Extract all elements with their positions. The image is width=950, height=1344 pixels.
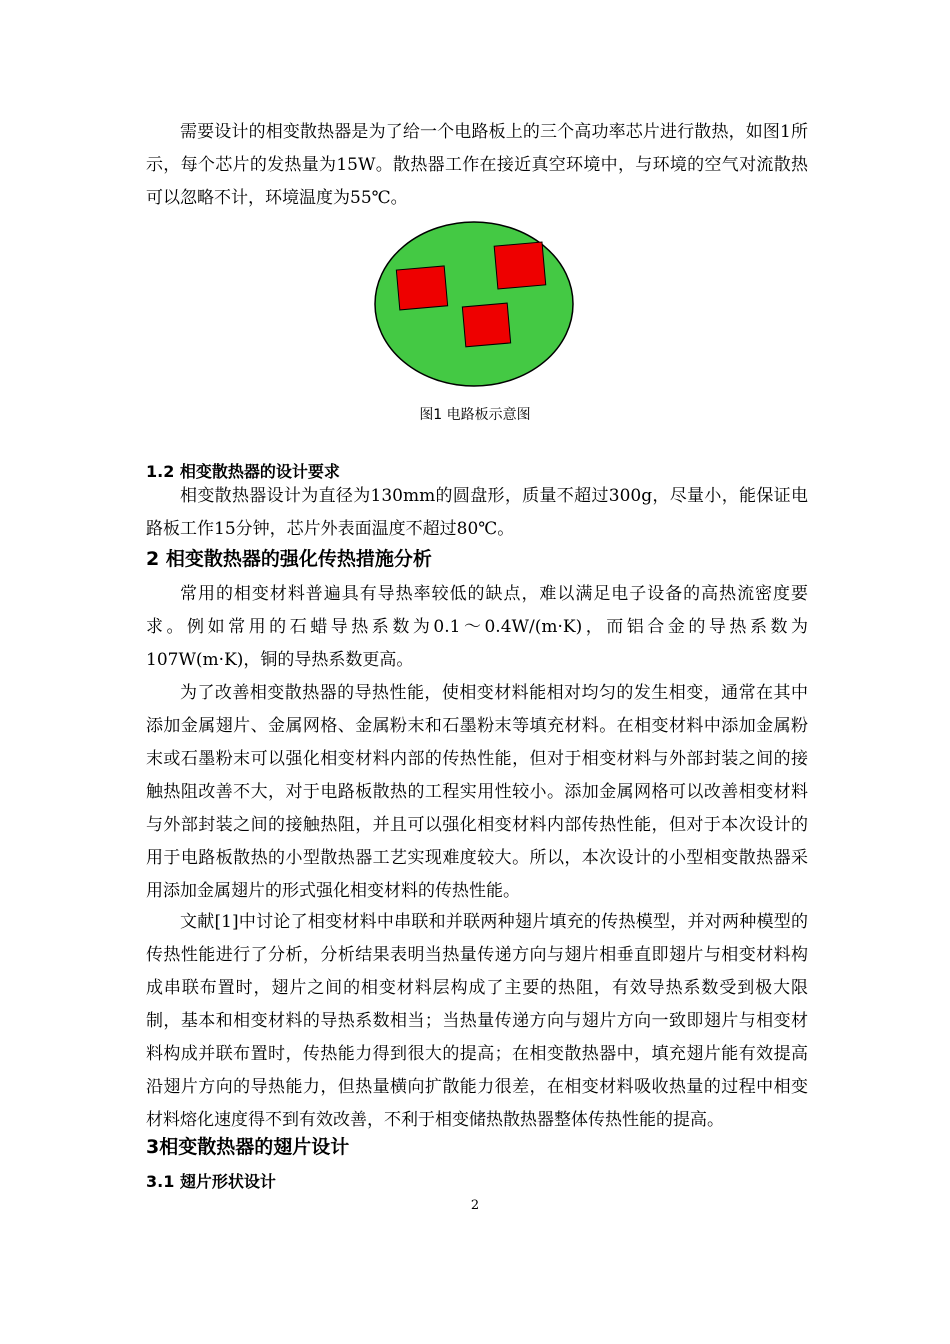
circuit-board-diagram bbox=[373, 220, 575, 390]
chip-left bbox=[396, 266, 447, 310]
paragraph-requirements: 相变散热器设计为直径为130mm的圆盘形，质量不超过300g，尽量小，能保证电路板工作15分钟，芯片外表面温度不超过80℃。 bbox=[146, 486, 808, 539]
heading-3: 3相变散热器的翅片设计 bbox=[146, 1136, 350, 1158]
paragraph-section2-2: 为了改善相变散热器的导热性能，使相变材料能相对均匀的发生相变，通常在其中添加金属翅片、金属网格、金属粉末和石墨粉末等填充材料。在相变材料中添加金属粉末或石墨粉末可以强化相变材料内部的传热性能，但对于相变材料与外部封装之间的接触热阻改善不大，对于电路板散热的工程实用性较小。添加金属网格可以改善相变材料与外部封装之间的接触热阻，并且可以强化相变材料内部传热性能，但对于本次设计的用于电路板散热的小型散热器工艺实现难度较大。所以，本次设计的小型相变散热器采用添加金属翅片的形式强化相变材料的传热性能。 bbox=[146, 683, 808, 901]
heading-2: 2 相变散热器的强化传热措施分析 bbox=[146, 548, 432, 570]
paragraph-intro: 需要设计的相变散热器是为了给一个电路板上的三个高功率芯片进行散热，如图1所示，每个芯片的发热量为15W。散热器工作在接近真空环境中，与环境的空气对流散热可以忽略不计，环境温度为55℃。 bbox=[146, 122, 808, 208]
chip-top-right bbox=[494, 242, 546, 289]
chip-bottom bbox=[462, 303, 510, 347]
paragraph-section2-3: 文献[1]中讨论了相变材料中串联和并联两种翅片填充的传热模型，并对两种模型的传热性能进行了分析，分析结果表明当热量传递方向与翅片相垂直即翅片与相变材料构成串联布置时，翅片之间的相变材料层构成了主要的热阻，有效导热系数受到极大限制，基本和相变材料的导热系数相当；当热量传递方向与翅片方向一致即翅片与相变材料构成并联布置时，传热能力得到很大的提高；在相变散热器中，填充翅片能有效提高沿翅片方向的导热能力，但热量横向扩散能力很差，在相变材料吸收热量的过程中相变材料熔化速度得不到有效改善，不利于相变储热散热器整体传热性能的提高。 bbox=[146, 912, 808, 1130]
heading-1-2: 1.2 相变散热器的设计要求 bbox=[146, 462, 340, 481]
paragraph-section2-1: 常用的相变材料普遍具有导热率较低的缺点，难以满足电子设备的高热流密度要求。例如常用的石蜡导热系数为0.1～0.4W/(m·K)，而铝合金的导热系数为107W(m·K)，铜的导热系数更高。 bbox=[146, 584, 808, 670]
heading-3-1: 3.1 翅片形状设计 bbox=[146, 1172, 276, 1191]
page-number: 2 bbox=[470, 1198, 480, 1213]
circuit-board-figure bbox=[373, 220, 575, 390]
figure-caption: 图1 电路板示意图 bbox=[419, 407, 531, 423]
